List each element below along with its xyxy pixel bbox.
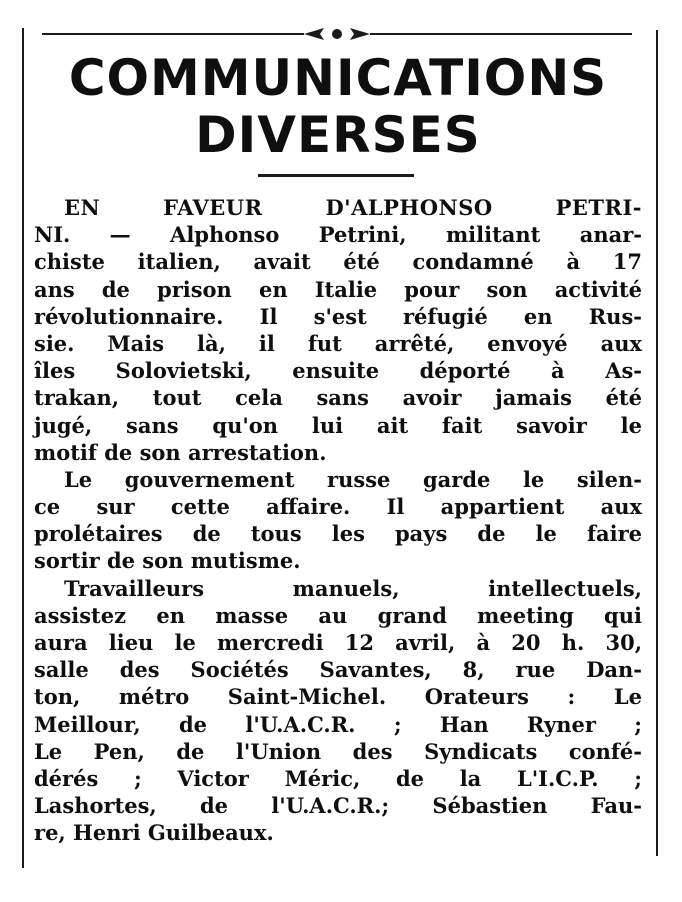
article-line: révolutionnaire. Il s'est réfugié en Rus-	[34, 303, 642, 329]
article-line: ton, métro Saint-Michel. Orateurs : Le	[34, 684, 642, 710]
headline	[28, 50, 648, 164]
article-line: Travailleurs manuels, intellectuels,	[64, 575, 642, 601]
article-line: assistez en masse au grand meeting qui	[34, 602, 642, 628]
article-line: aura lieu le mercredi 12 avril, à 20 h. 30,	[34, 630, 642, 655]
right-column-rule	[656, 30, 658, 856]
article-line: Le Pen, de l'Union des Syndicats confé-	[34, 738, 642, 764]
article-line: ce sur cette affaire. Il appartient aux	[34, 494, 642, 520]
article-line: Le gouvernement russe garde le silen-	[64, 466, 642, 492]
article-line: NI. — Alphonso Petrini, militant anar-	[34, 222, 642, 248]
article-line: dérés ; Victor Méric, de la L'I.C.P. ;	[34, 765, 642, 791]
headline-line-1: COMMUNICATIONS	[68, 49, 608, 107]
article-line: re, Henri Guilbeaux.	[34, 820, 274, 846]
article-body	[34, 194, 642, 847]
article-line: sortir de son mutisme.	[34, 548, 301, 574]
article-line: Lashortes, de l'U.A.C.R.; Sébastien Fau-	[34, 793, 642, 819]
left-column-rule	[22, 28, 24, 868]
article-line: jugé, sans qu'on lui ait fait savoir le	[34, 412, 642, 438]
article-line: ans de prison en Italie pour son activité	[34, 276, 642, 302]
article-line: trakan, tout cela sans avoir jamais été	[34, 385, 642, 411]
article-line: îles Solovietski, ensuite déporté à As-	[34, 358, 642, 384]
article-line: motif de son arrestation.	[34, 439, 327, 465]
article-line: chiste italien, avait été condamné à 17	[34, 249, 642, 275]
article-line: sie. Mais là, il fut arrêté, envoyé aux	[34, 330, 642, 356]
article-line: prolétaires de tous les pays de le faire	[34, 521, 642, 547]
article-line: EN FAVEUR D'ALPHONSO PETRI-	[64, 195, 642, 220]
article-line: Meillour, de l'U.A.C.R. ; Han Ryner ;	[34, 711, 642, 737]
top-ornament-rule	[42, 26, 632, 42]
headline-underline	[258, 174, 414, 177]
headline-line-2: DIVERSES	[195, 106, 481, 164]
article-line: salle des Sociétés Savantes, 8, rue Dan-	[34, 657, 642, 683]
